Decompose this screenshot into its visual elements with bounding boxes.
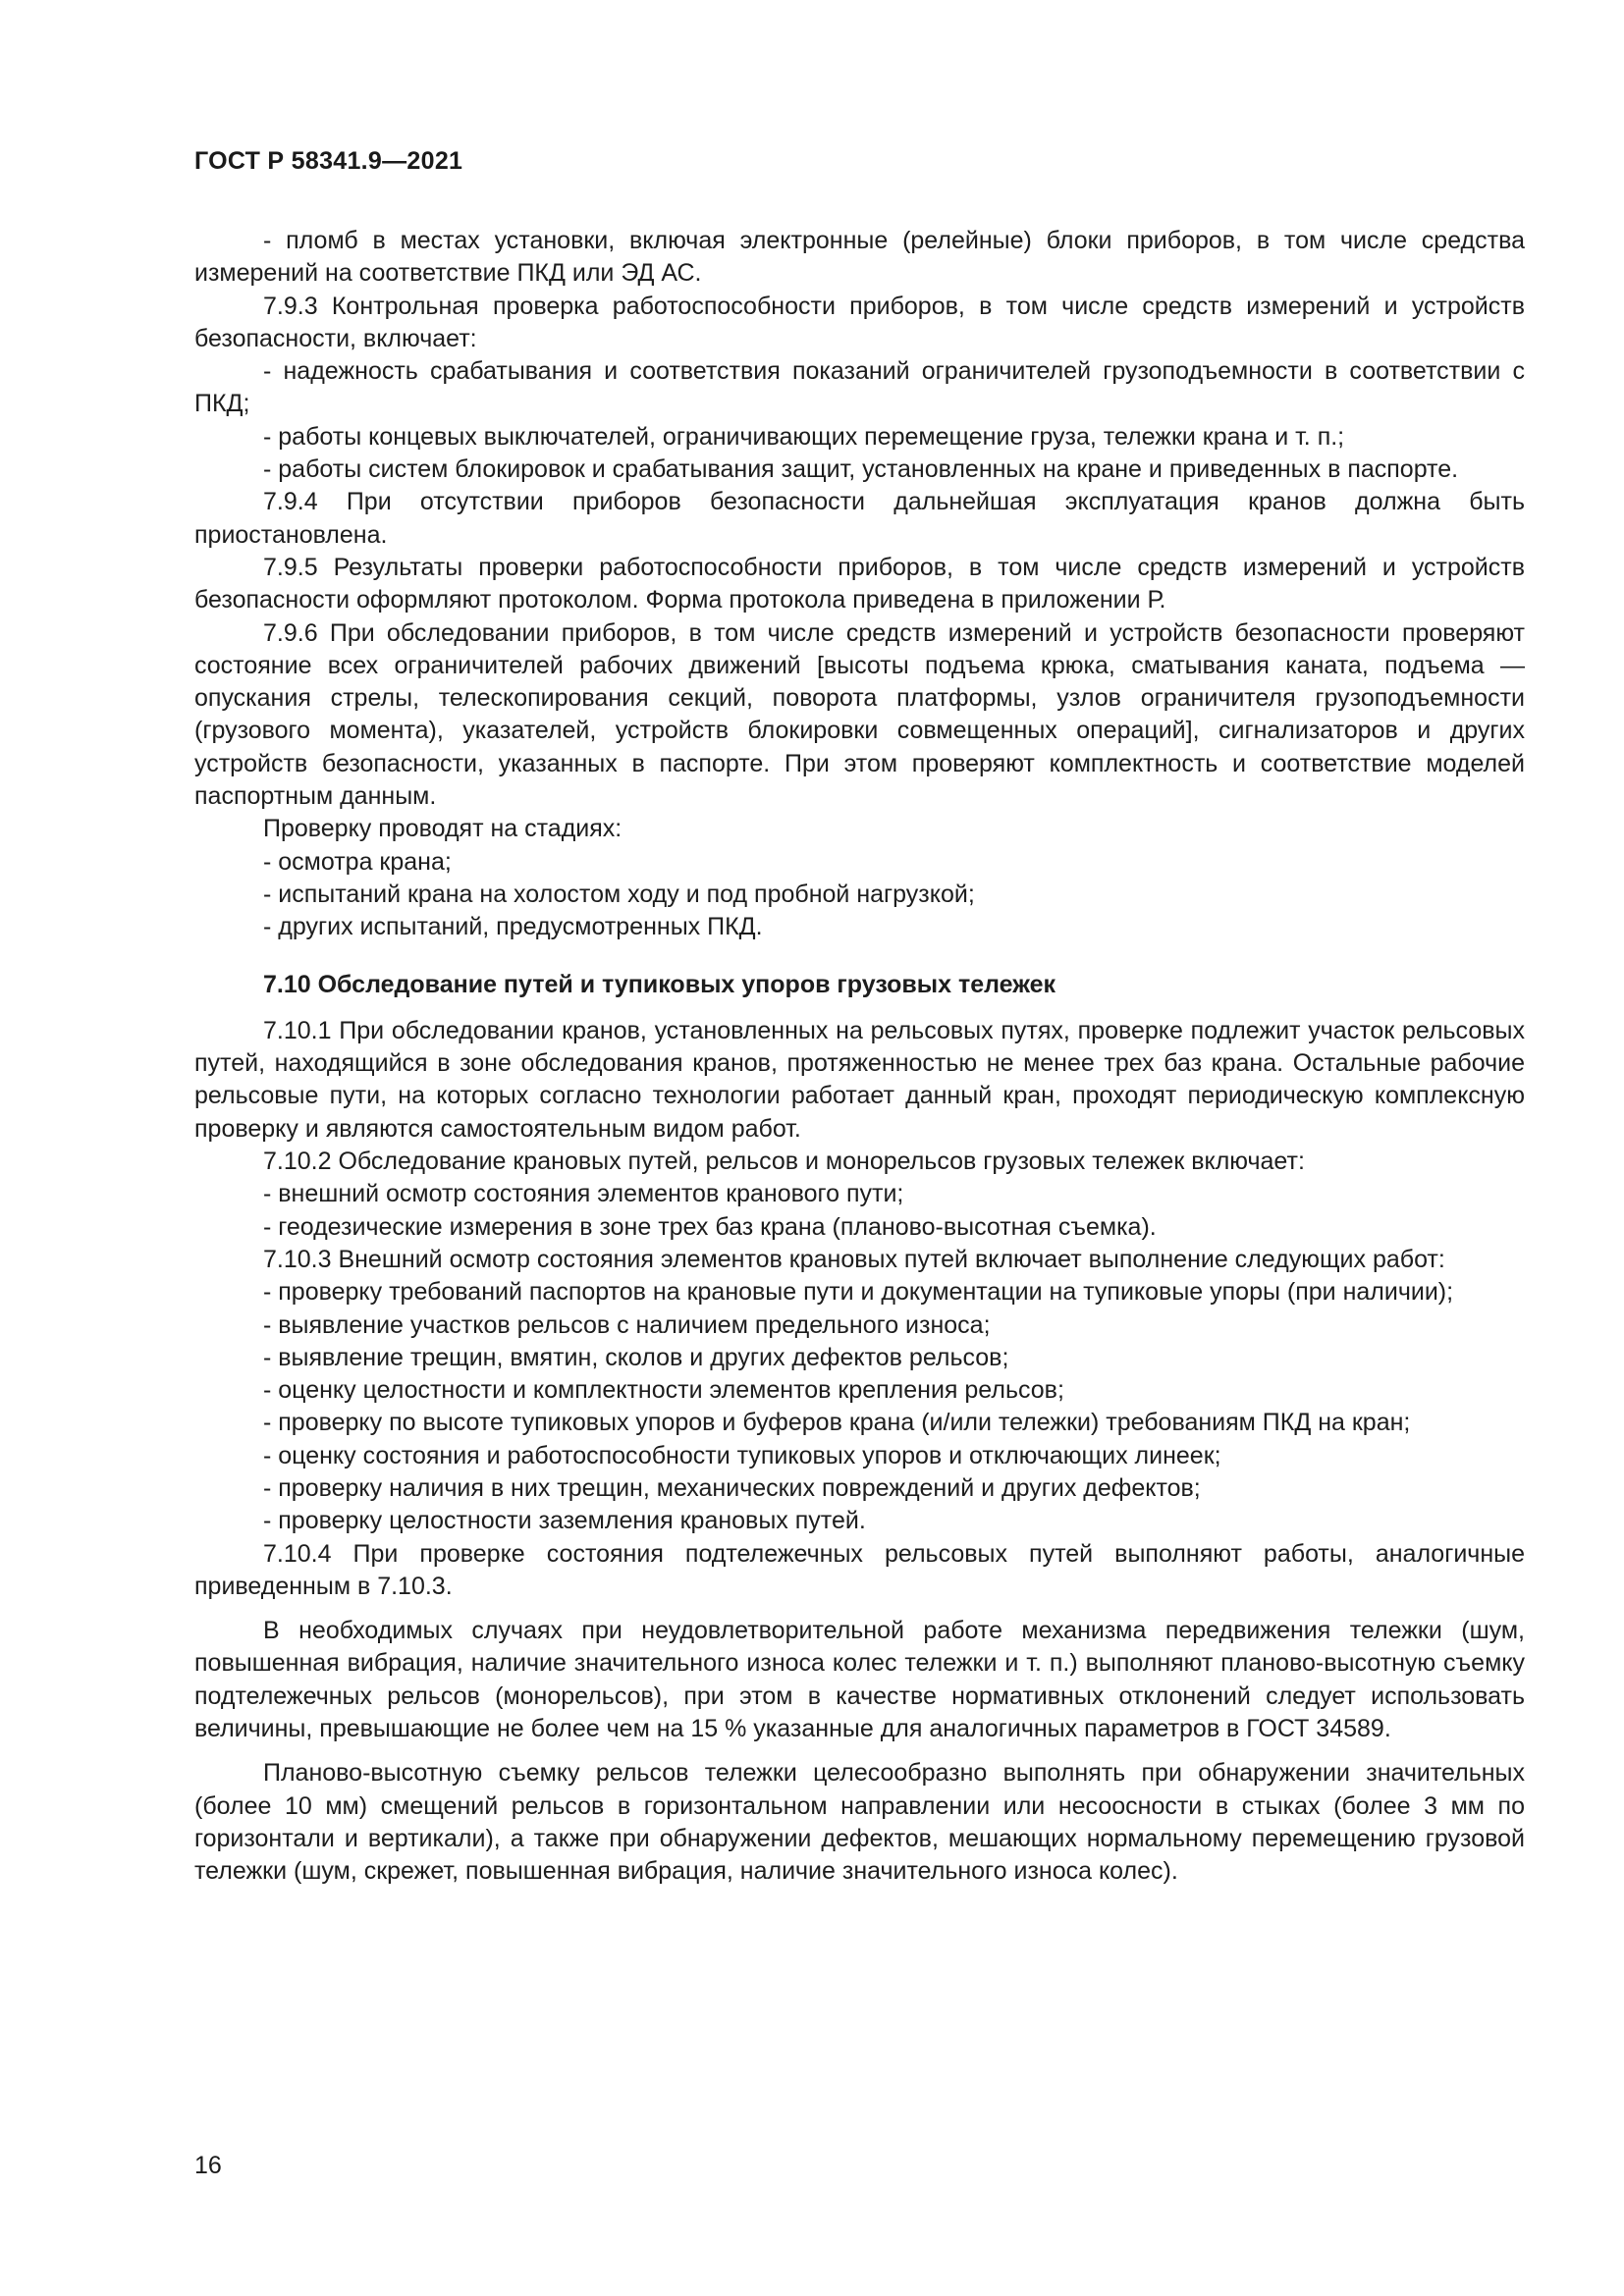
paragraph: 7.9.5 Результаты проверки работоспособности приборов, в том числе средств измерений и устройств безопасности оформляют протоколом. Форма протокола приведена в приложении Р. [194, 553, 1525, 614]
list-item: - геодезические измерения в зоне трех баз крана (планово-высотная съемка). [263, 1212, 1157, 1241]
list-item: - внешний осмотр состояния элементов кранового пути; [263, 1180, 904, 1208]
list-item: - выявление трещин, вмятин, сколов и других дефектов рельсов; [263, 1343, 1009, 1371]
document-code-header: ГОСТ Р 58341.9—2021 [194, 147, 463, 175]
list-item: - других испытаний, предусмотренных ПКД. [263, 913, 763, 941]
list-item: - выявление участков рельсов с наличием предельного износа; [263, 1310, 991, 1339]
list-item: - осмотра крана; [263, 847, 452, 876]
paragraph: Проверку проводят на стадиях: [263, 815, 623, 843]
list-item: - проверку по высоте тупиковых упоров и буферов крана (и/или тележки) требованиям ПКД на кран; [263, 1409, 1411, 1437]
paragraph: 7.9.4 При отсутствии приборов безопасности дальнейшая эксплуатация кранов должна быть приостановлена. [194, 488, 1525, 549]
section-heading: 7.10 Обследование путей и тупиковых упоров грузовых тележек [263, 970, 1056, 998]
paragraph: 7.9.3 Контрольная проверка работоспособности приборов, в том числе средств измерений и устройств безопасности, включает: [194, 292, 1525, 352]
paragraph: Планово-высотную съемку рельсов тележки целесообразно выполнять при обнаружении значительных (более 10 мм) смещений рельсов в горизонтальном направлении или несоосности в стыках (более 3 мм по горизонтали и вертикали), а также при обнаружении дефектов, мешающих нормальному перемещению грузовой тележки (шум, скрежет, повышенная вибрация, наличие значительного износа колес). [194, 1759, 1525, 1886]
paragraph: - работы систем блокировок и срабатывания защит, установленных на кране и приведенных в паспорте. [263, 455, 1459, 484]
paragraph: - работы концевых выключателей, ограничивающих перемещение груза, тележки крана и т. п.; [263, 422, 1345, 451]
paragraph: 7.9.6 При обследовании приборов, в том числе средств измерений и устройств безопасности проверяют состояние всех ограничителей рабочих движений [высоты подъема крюка, сматывания каната, подъема — опускания стрелы, телескопирования секций, поворота платформы, узлов ограничителя грузоподъемности (грузового момента), указателей, устройств блокировки совмещенных операций], сигнализаторов и других устройств безопасности, указанных в паспорте. При этом проверяют комплектность и соответствие моделей паспортным данным. [194, 618, 1525, 811]
paragraph: 7.10.1 При обследовании кранов, установленных на рельсовых путях, проверке подлежит участок рельсовых путей, находящийся в зоне обследования кранов, протяженностью не менее трех баз крана. Остальные рабочие рельсовые пути, на которых согласно технологии работает данный кран, проходят периодическую комплексную проверку и являются самостоятельным видом работ. [194, 1016, 1525, 1143]
paragraph: В необходимых случаях при неудовлетворительной работе механизма передвижения тележки (шум, повышенная вибрация, наличие значительного износа колес тележки и т. п.) выполняют планово-высотную съемку подтележечных рельсов (монорельсов), при этом в качестве нормативных отклонений следует использовать величины, превышающие не более чем на 15 % указанные для аналогичных параметров в ГОСТ 34589. [194, 1617, 1525, 1743]
list-item: - оценку состояния и работоспособности тупиковых упоров и отключающих линеек; [263, 1441, 1221, 1469]
page-number: 16 [194, 2152, 222, 2179]
list-item: - проверку целостности заземления крановых путей. [263, 1507, 866, 1535]
paragraph: - надежность срабатывания и соответствия показаний ограничителей грузоподъемности в соответствии с ПКД; [194, 357, 1525, 418]
list-item: - испытаний крана на холостом ходу и под пробной нагрузкой; [263, 880, 975, 908]
paragraph: 7.10.2 Обследование крановых путей, рельсов и монорельсов грузовых тележек включает: [263, 1148, 1305, 1176]
paragraph: 7.10.3 Внешний осмотр состояния элементов крановых путей включает выполнение следующих работ: [263, 1245, 1445, 1273]
list-item: - проверку наличия в них трещин, механических повреждений и других дефектов; [263, 1473, 1201, 1502]
list-item: - оценку целостности и комплектности элементов крепления рельсов; [263, 1376, 1064, 1405]
paragraph: 7.10.4 При проверке состояния подтележечных рельсовых путей выполняют работы, аналогичные приведенным в 7.10.3. [194, 1539, 1525, 1600]
list-item: - проверку требований паспортов на крановые пути и документации на тупиковые упоры (при наличии); [263, 1278, 1454, 1307]
paragraph: - пломб в местах установки, включая электронные (релейные) блоки приборов, в том числе средства измерений на соответствие ПКД или ЭД АС. [194, 227, 1525, 288]
page-content [194, 225, 1525, 1889]
